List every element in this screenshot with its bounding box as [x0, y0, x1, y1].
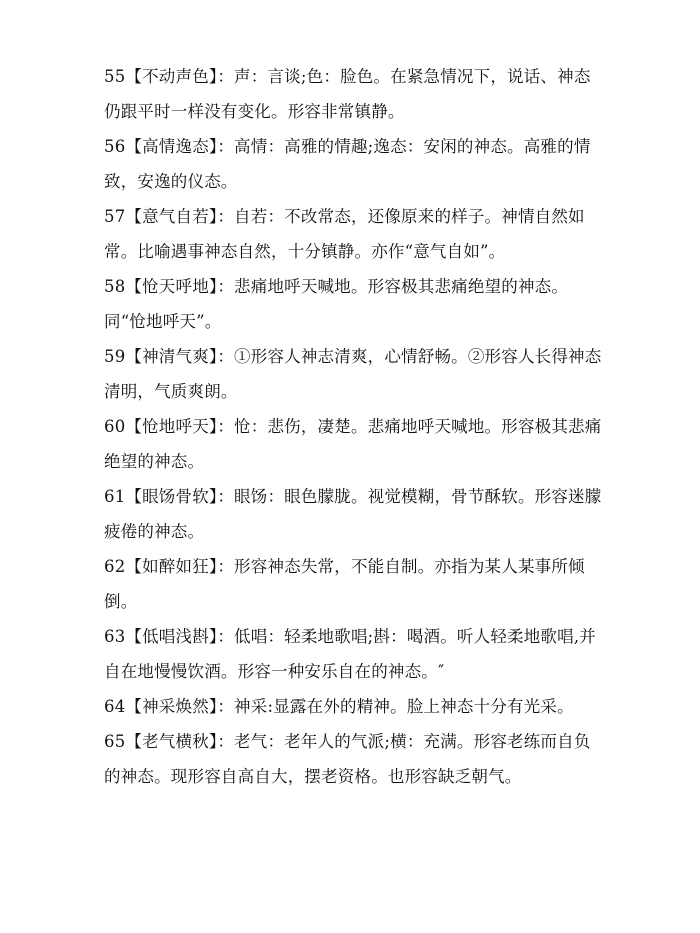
entry-definition: ：低唱：轻柔地歌唱;斟：喝酒。听人轻柔地歌唱,并自在地慢慢饮酒。形容一种安乐自在的神态。″	[104, 627, 596, 681]
idiom-entry-58	[104, 269, 604, 339]
entry-term: 【神采焕然】	[125, 697, 218, 716]
entry-number: 63	[104, 627, 126, 646]
entry-term: 【眼饧骨软】	[125, 487, 218, 506]
idiom-entry-65	[104, 724, 604, 794]
entry-number: 59	[104, 347, 126, 366]
entry-definition: ：声：言谈;色：脸色。在紧急情况下，说话、神态仍跟平时一样没有变化。形容非常镇静。	[104, 67, 591, 121]
idiom-list	[104, 59, 604, 794]
idiom-entry-63	[104, 619, 604, 689]
entry-definition: ：高情：高雅的情趣;逸态：安闲的神态。高雅的情致，安逸的仪态。	[104, 137, 591, 191]
idiom-entry-56	[104, 129, 604, 199]
entry-number: 64	[104, 697, 126, 716]
entry-term: 【怆地呼天】	[125, 417, 218, 436]
entry-definition: ：①形容人神志清爽，心情舒畅。②形容人长得神态清明，气质爽朗。	[104, 347, 602, 401]
entry-number: 56	[104, 137, 126, 156]
entry-definition: ：形容神态失常，不能自制。亦指为某人某事所倾倒。	[104, 557, 585, 611]
entry-term: 【如醉如狂】	[125, 557, 218, 576]
idiom-entry-57	[104, 199, 604, 269]
entry-number: 65	[104, 732, 126, 751]
idiom-entry-55	[104, 59, 604, 129]
entry-number: 61	[104, 487, 126, 506]
idiom-entry-59	[104, 339, 604, 409]
entry-number: 62	[104, 557, 126, 576]
entry-term: 【低唱浅斟】	[125, 627, 218, 646]
entry-number: 58	[104, 277, 126, 296]
entry-definition: ：神采:显露在外的精神。脸上神态十分有光采。	[217, 697, 574, 716]
entry-definition: ：悲痛地呼天喊地。形容极其悲痛绝望的神态。同“怆地呼天”。	[104, 277, 569, 331]
idiom-entry-61	[104, 479, 604, 549]
entry-term: 【老气横秋】	[125, 732, 218, 751]
entry-term: 【不动声色】	[125, 67, 218, 86]
idiom-entry-64	[104, 689, 604, 724]
entry-term: 【怆天呼地】	[125, 277, 218, 296]
entry-number: 57	[104, 207, 126, 226]
entry-number: 60	[104, 417, 126, 436]
idiom-entry-60	[104, 409, 604, 479]
idiom-entry-62	[104, 549, 604, 619]
entry-term: 【意气自若】	[125, 207, 218, 226]
entry-definition: ：怆：悲伤，凄楚。悲痛地呼天喊地。形容极其悲痛绝望的神态。	[104, 417, 602, 471]
entry-number: 55	[104, 67, 126, 86]
entry-term: 【高情逸态】	[125, 137, 218, 156]
entry-definition: ：老气：老年人的气派;横：充满。形容老练而自负的神态。现形容自高自大，摆老资格。也形容缺乏朝气。	[104, 732, 591, 786]
entry-definition: ：眼饧：眼色朦胧。视觉模糊，骨节酥软。形容迷朦疲倦的神态。	[104, 487, 602, 541]
entry-term: 【神清气爽】	[125, 347, 218, 366]
entry-definition: ：自若：不改常态，还像原来的样子。神情自然如常。比喻遇事神态自然，十分镇静。亦作“意气自如”。	[104, 207, 585, 261]
